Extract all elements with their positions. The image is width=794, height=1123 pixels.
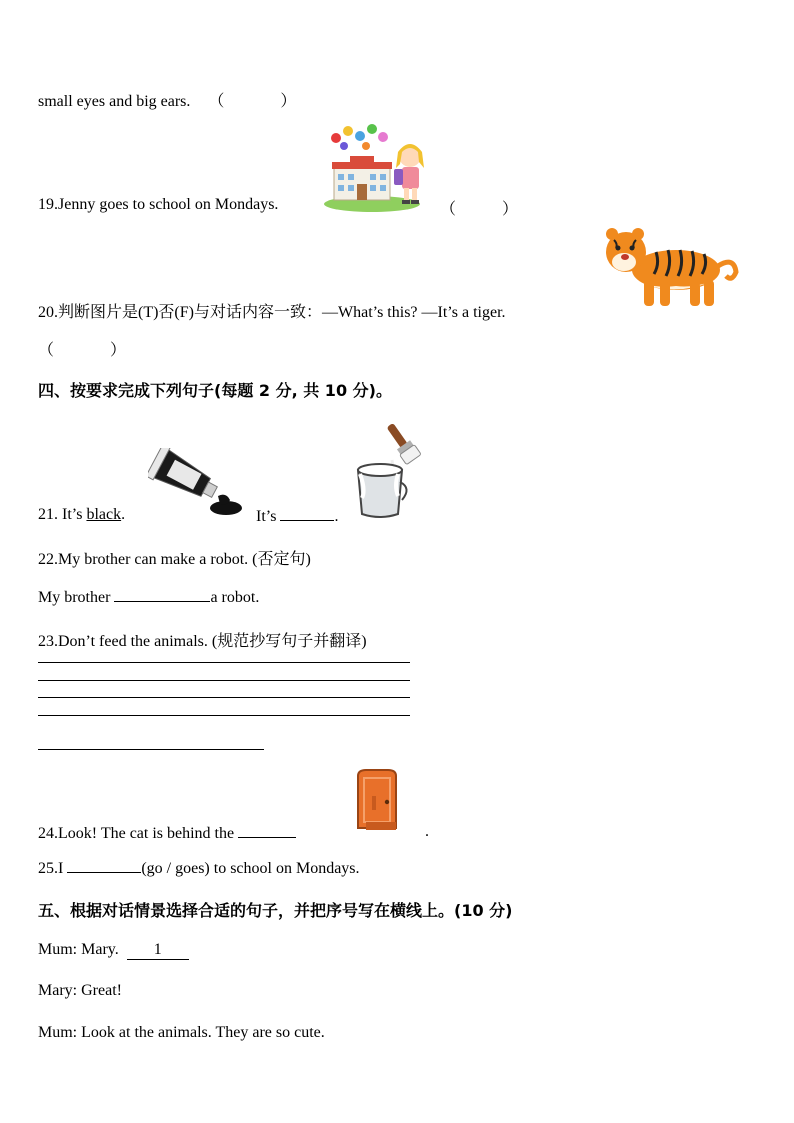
- q21-second: [256, 506, 338, 526]
- q23-writing-line-2[interactable]: [38, 680, 410, 681]
- q22-line: [38, 546, 311, 569]
- q22-fill-line: [38, 587, 259, 607]
- q25-suffix: (go / goes) to school on Mondays.: [141, 860, 360, 877]
- q21-blank[interactable]: [280, 506, 334, 521]
- orange-door-image: [354, 768, 400, 834]
- q18-line: [38, 88, 296, 111]
- q18-paren-open: （: [208, 93, 225, 110]
- q20-line: [38, 299, 506, 322]
- q21-second-end: .: [334, 508, 339, 525]
- q21-answer: black: [86, 506, 122, 523]
- q23-text: 23.Don’t feed the animals. (规范抄写句子并翻译): [38, 633, 367, 650]
- q21-prefix: 21. It’s: [38, 506, 87, 523]
- q18-text: small eyes and big ears.: [38, 93, 191, 110]
- q21-line: [38, 506, 125, 524]
- q24-blank[interactable]: [238, 823, 296, 838]
- dialogue-line-3: [38, 1024, 325, 1042]
- q21-suffix: .: [121, 506, 126, 523]
- q25-line: [38, 858, 360, 878]
- q22-blank[interactable]: [114, 587, 210, 602]
- q25-blank[interactable]: [67, 858, 141, 873]
- q19-text: 19.Jenny goes to school on Mondays.: [38, 196, 279, 213]
- q21-second-text: It’s: [256, 508, 277, 525]
- q24-line: [38, 823, 296, 843]
- dialogue-line-1: [38, 941, 189, 960]
- paint-bucket-image: [352, 418, 432, 520]
- q22-fill-suffix: a robot.: [210, 589, 260, 606]
- q20-text: 20.判断图片是(T)否(F)与对话内容一致：—What’s this? —It’s a tiger.: [38, 304, 506, 321]
- tiger-image: [600, 226, 742, 312]
- q23-writing-line-4[interactable]: [38, 715, 410, 716]
- q19-paren: [440, 196, 518, 219]
- q22-fill-prefix: My brother: [38, 589, 111, 606]
- q20-paren-close: ）: [110, 342, 127, 359]
- q18-paren-close: ）: [280, 93, 297, 110]
- q23-writing-line-1[interactable]: [38, 662, 410, 663]
- q23-writing-line-3[interactable]: [38, 697, 410, 698]
- black-paint-tube-image: [148, 448, 246, 518]
- q22-text: 22.My brother can make a robot. (否定句): [38, 551, 311, 568]
- dialogue-label-3: Mum: Look at the animals. They are so cute.: [38, 1024, 325, 1041]
- q23-line: [38, 628, 367, 651]
- school-girl-balloons-image: [322, 122, 430, 214]
- section5-heading: 五、根据对话情景选择合适的句子，并把序号写在横线上。(10 分): [38, 901, 513, 920]
- q20-paren: [38, 337, 126, 360]
- dialogue-answer-1[interactable]: 1: [127, 941, 189, 960]
- section4-heading: 四、按要求完成下列句子(每题 2 分, 共 10 分)。: [38, 381, 392, 400]
- dialogue-line-2: [38, 982, 122, 1000]
- q20-paren-open: （: [38, 342, 55, 359]
- dialogue-label-1: Mum: Mary.: [38, 941, 119, 958]
- q24-text: 24.Look! The cat is behind the: [38, 825, 235, 842]
- q19-paren-open: （: [440, 201, 457, 218]
- q19-line: [38, 196, 278, 214]
- q23-translation-line[interactable]: [38, 749, 264, 750]
- q19-paren-close: ）: [502, 201, 519, 218]
- q25-prefix: 25.I: [38, 860, 64, 877]
- q24-end: .: [425, 823, 429, 840]
- dialogue-label-2: Mary: Great!: [38, 982, 122, 999]
